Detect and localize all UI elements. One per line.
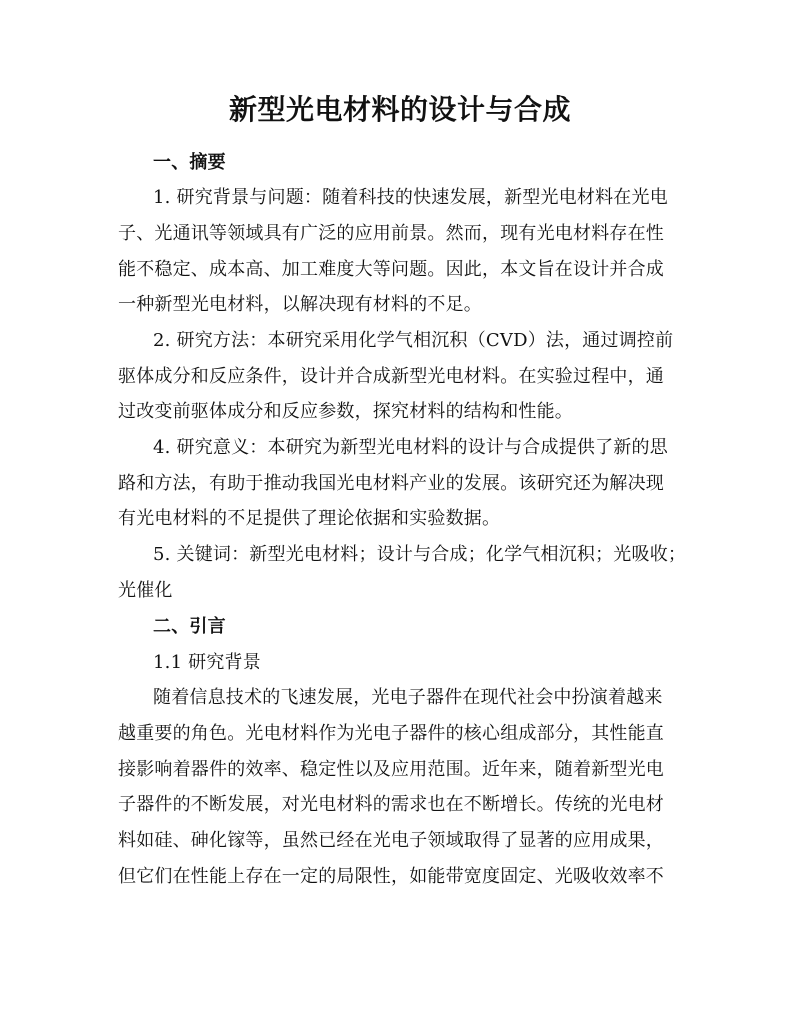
text-line: 光催化 [118,580,173,601]
text-line: 子、光通讯等领域具有广泛的应用前景。然而，现有光电材料存在性 [118,223,664,244]
text-line: 过改变前驱体成分和反应参数，探究材料的结构和性能。 [118,401,573,422]
section-heading-introduction: 二、引言 [153,616,226,637]
text-line: 路和方法，有助于推动我国光电材料产业的发展。该研究还为解决现 [118,473,664,494]
text-line: 有光电材料的不足提供了理论依据和实验数据。 [118,508,501,529]
document-title: 新型光电材料的设计与合成 [228,93,571,126]
text-line: 能不稳定、成本高、加工难度大等问题。因此，本文旨在设计并合成 [118,259,664,280]
text-line: 料如硅、砷化镓等，虽然已经在光电子领域取得了显著的应用成果， [118,830,664,851]
text-line: 随着信息技术的飞速发展，光电子器件在现代社会中扮演着越来 [153,687,663,708]
text-line: 5. 关键词：新型光电材料；设计与合成；化学气相沉积；光吸收； [153,544,687,565]
text-line: 一种新型光电材料，以解决现有材料的不足。 [118,294,482,315]
section-heading-abstract: 一、摘要 [153,152,226,173]
text-line: 子器件的不断发展，对光电材料的需求也在不断增长。传统的光电材 [118,794,664,815]
subsection-heading-background: 1.1 研究背景 [153,652,261,673]
text-line: 越重要的角色。光电材料作为光电子器件的核心组成部分，其性能直 [118,723,664,744]
text-line: 但它们在性能上存在一定的局限性，如能带宽度固定、光吸收效率不 [118,866,664,887]
text-line: 4. 研究意义：本研究为新型光电材料的设计与合成提供了新的思 [153,437,668,458]
text-line: 驱体成分和反应条件，设计并合成新型光电材料。在实验过程中，通 [118,366,664,387]
text-line: 接影响着器件的效率、稳定性以及应用范围。近年来，随着新型光电 [118,759,664,780]
text-line: 2. 研究方法：本研究采用化学气相沉积（CVD）法，通过调控前 [153,330,674,351]
text-line: 1. 研究背景与问题：随着科技的快速发展，新型光电材料在光电 [153,187,668,208]
